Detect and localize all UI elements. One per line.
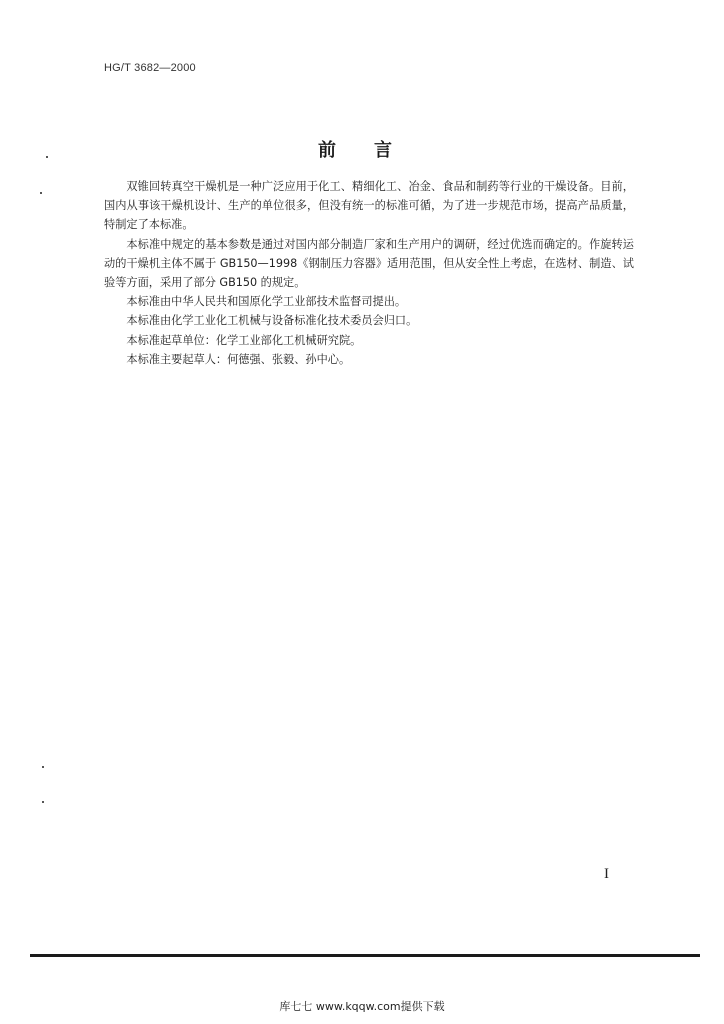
page-title: 前言 (318, 140, 430, 161)
scan-speck (42, 801, 44, 803)
download-footer: 库七七 www.kqqw.com提供下载 (279, 1000, 445, 1013)
paragraph-proposer: 本标准由中华人民共和国原化学工业部技术监督司提出。 (126, 295, 407, 309)
standard-number: HG/T 3682—2000 (104, 62, 196, 74)
scan-speck (46, 156, 48, 158)
paragraph-drafters: 本标准主要起草人：何德强、张毅、孙中心。 (126, 352, 351, 366)
foreword-body (104, 177, 634, 369)
paragraph-jurisdiction: 本标准由化学工业化工机械与设备标准化技术委员会归口。 (126, 314, 418, 328)
paragraph-purpose: 双锥回转真空干燥机是一种广泛应用于化工、精细化工、冶金、食品和制药等行业的干燥设备。目前，国内从事该干燥机设计、生产的单位很多，但没有统一的标准可循，为了进一步规范市场，提高产品质量，特制定了本标准。 (104, 180, 634, 232)
paragraph-parameters: 本标准中规定的基本参数是通过对国内部分制造厂家和生产用户的调研，经过优选而确定的。作旋转运动的干燥机主体不属于 GB150—1998《钢制压力容器》适用范围，但从安全性上考虑，在选材、制造、试验等方面，采用了部分 GB150 的规定。 (104, 237, 634, 290)
scan-speck (42, 766, 44, 768)
paragraph-drafting-unit: 本标准起草单位：化学工业部化工机械研究院。 (126, 333, 362, 347)
scan-speck (40, 192, 42, 194)
bottom-rule (30, 954, 700, 957)
page-number: I (604, 866, 609, 882)
